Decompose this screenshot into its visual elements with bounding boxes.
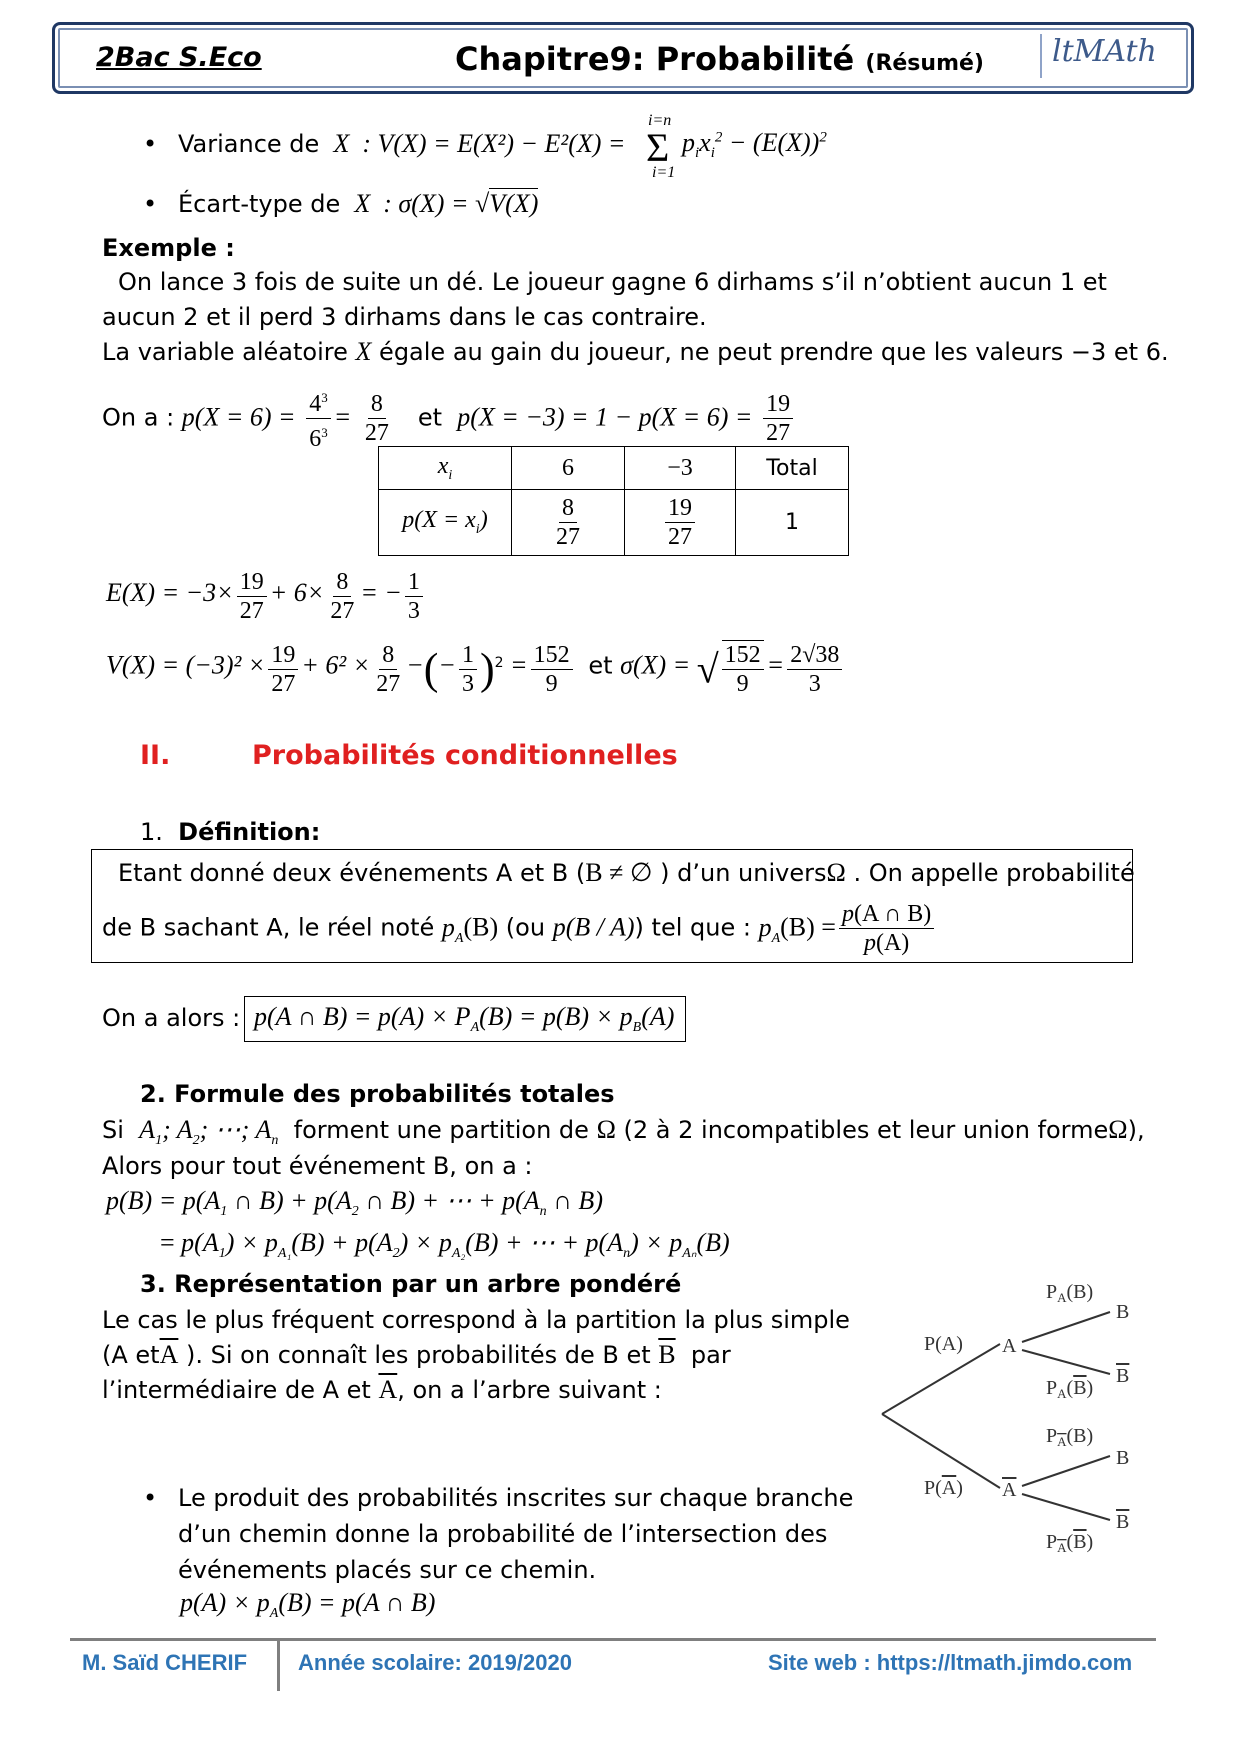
expectation-formula: E(X) = −3× $\frac{19}{27}$ + 6× $\frac{8}{27}$ = − $\frac{1}{3}$ bbox=[106, 568, 426, 625]
table-cell-total: 1 bbox=[736, 490, 849, 556]
variance-item: • Variance de X : V(X) = E(X²) − E²(X) = bbox=[178, 126, 625, 162]
totales-heading: 2. Formule des probabilités totales bbox=[140, 1080, 615, 1108]
variance-formula: V(X) = (−3)² × $\frac{19}{27}$ + 6² × $\frac{8}{27}$ −(− $\frac{1}{3}$ )$^2$ = $\frac{152}{9}$ et σ(X) = √ $\frac{152}{9}$ = $\frac{2√38}{3}$ bbox=[106, 640, 845, 698]
footer-site[interactable]: Site web : https://ltmath.jimdo.com bbox=[768, 1650, 1133, 1675]
node-abar-b: B bbox=[1116, 1447, 1130, 1469]
sum-bottom: i=1 bbox=[652, 164, 676, 181]
branch-abar-b bbox=[1022, 1456, 1110, 1486]
label-pabar: P(A) bbox=[924, 1477, 963, 1499]
totales-formula1: $p(B) = p(A_1$ ∩ $B) + p(A_2$ ∩ B) + ⋯ + $p(A_n$ ∩ B) bbox=[106, 1186, 603, 1220]
definition-line1: Etant donné deux événements A et B (B ≠ ∅ ) d’un universΩ . On appelle probabilité bbox=[118, 858, 1135, 887]
label-pabar-b: $P_A(B)$ bbox=[1046, 1425, 1094, 1449]
definition-heading: 1. Définition: bbox=[140, 818, 321, 846]
node-a-b: B bbox=[1116, 1301, 1130, 1323]
logo: ltMAth bbox=[1040, 34, 1190, 78]
definition-line2: de B sachant A, le réel noté $p_A(B)$ (ou p(B / A)) tel que : $p_A(B)$ = $\frac{p(A \cap B)}{p(A)}$ bbox=[102, 900, 937, 957]
table-header-m3: −3 bbox=[625, 447, 736, 490]
table-cell-pm3: $\frac{19}{27}$ bbox=[625, 490, 736, 556]
et-label: et bbox=[417, 403, 442, 432]
arbre-line2: (A $et\overline{A}$ ). Si on connaît les probabilités de B et $\overline{B}$ par bbox=[102, 1340, 731, 1369]
arbre-line1: Le cas le plus fréquent correspond à la partition la plus simple bbox=[102, 1306, 850, 1334]
node-a-bbar: B bbox=[1116, 1365, 1130, 1387]
arbre-formula: $p(A) \times p_A(B) = p(A$ ∩ B) bbox=[180, 1588, 436, 1622]
node-abar-bbar: B bbox=[1116, 1511, 1130, 1533]
table-header-total: Total bbox=[736, 447, 849, 490]
footer-separator bbox=[277, 1641, 280, 1691]
example-probas: On a : p(X = 6) = $\frac{4^3}{6^3}$ = $\frac{8}{27}$ et p(X = −3) = 1 − p(X = 6) = $\frac{19}{27}$ bbox=[102, 384, 796, 453]
subtitle-label: (Résumé) bbox=[865, 51, 984, 76]
table-header-x: $x_i$ bbox=[379, 447, 512, 490]
totales-formula2: = $p(A_1) \times p_{A_1}(B) + p(A_2) \times p_{A_2}(B)$ + ⋯ + $p(A_n) \times p_{A_n}(B)$ bbox=[160, 1228, 730, 1262]
label-pabar-bbar: $P_A(B)$ bbox=[1046, 1531, 1094, 1555]
ecart-item: • Écart-type de X : σ(X) = √V(X) bbox=[178, 186, 538, 222]
probability-tree bbox=[870, 1270, 1170, 1570]
example-line2: aucun 2 et il perd 3 dirhams dans le cas contraire. bbox=[102, 303, 707, 331]
on-a-label: On a : bbox=[102, 403, 175, 432]
table-cell-p6: $\frac{8}{27}$ bbox=[512, 490, 625, 556]
footer-divider bbox=[70, 1638, 1156, 1641]
label-pa-bbar: $P_A(B)$ bbox=[1046, 1377, 1094, 1401]
sum-top: i=n bbox=[648, 112, 672, 129]
branch-abar-bbar bbox=[1022, 1494, 1110, 1520]
variance-label: Variance de bbox=[178, 130, 320, 158]
variance-sum-term: $p_ix_i^2 - (E(X))^2$ bbox=[682, 128, 827, 162]
section-number: II. bbox=[140, 740, 171, 771]
totales-line1: Si $A_1$; $A_2$; ⋯; $A_n$ forment une partition de Ω (2 à 2 incompatibles et leur union formeΩ), bbox=[102, 1115, 1145, 1149]
arbre-line3: l’intermédiaire de A et $\overline{A}$, on a l’arbre suivant : bbox=[102, 1375, 662, 1404]
table-row-label: $p(X = x_i)$ bbox=[379, 490, 512, 556]
label-pa-b: $P_A(B)$ bbox=[1046, 1281, 1094, 1305]
node-abar: A bbox=[1002, 1479, 1017, 1501]
distribution-table bbox=[378, 446, 849, 556]
arbre-bullet: • Le produit des probabilités inscrites sur chaque branche d’un chemin donne la probabilité de l’intersection des événements placés sur ce chemin. bbox=[178, 1480, 853, 1588]
ecart-label: Écart-type de bbox=[178, 190, 341, 218]
label-pa: P(A) bbox=[924, 1333, 963, 1355]
table-header-6: 6 bbox=[512, 447, 625, 490]
example-line1: On lance 3 fois de suite un dé. Le joueur gagne 6 dirhams s’il n’obtient aucun 1 et bbox=[118, 268, 1107, 296]
branch-a-b bbox=[1022, 1312, 1110, 1342]
title-label: Probabilité bbox=[655, 40, 855, 78]
example-line3: La variable aléatoire X égale au gain du joueur, ne peut prendre que les valeurs −3 et 6. bbox=[102, 337, 1169, 366]
branch-a-bbar bbox=[1022, 1350, 1110, 1374]
node-a: A bbox=[1002, 1335, 1017, 1357]
footer-year: Année scolaire: 2019/2020 bbox=[298, 1650, 572, 1675]
example-heading: Exemple : bbox=[102, 234, 235, 262]
chapter-label: Chapitre9 bbox=[455, 40, 632, 78]
footer-author: M. Saïd CHERIF bbox=[82, 1650, 248, 1675]
totales-line2: Alors pour tout événement B, on a : bbox=[102, 1152, 533, 1180]
section-title: Probabilités conditionnelles bbox=[252, 740, 678, 771]
alors-label: On a alors : bbox=[102, 1004, 241, 1032]
sum-sign: Σ bbox=[646, 125, 670, 170]
class-label: 2Bac S.Eco bbox=[96, 42, 262, 73]
page-title: Chapitre9: Probabilité (Résumé) bbox=[455, 40, 984, 78]
alors-formula: p(A ∩ $B) = p(A) \times P_A(B) = p(B) \times p_B(A)$ bbox=[254, 1002, 675, 1036]
arbre-heading: 3. Représentation par un arbre pondéré bbox=[140, 1270, 682, 1298]
